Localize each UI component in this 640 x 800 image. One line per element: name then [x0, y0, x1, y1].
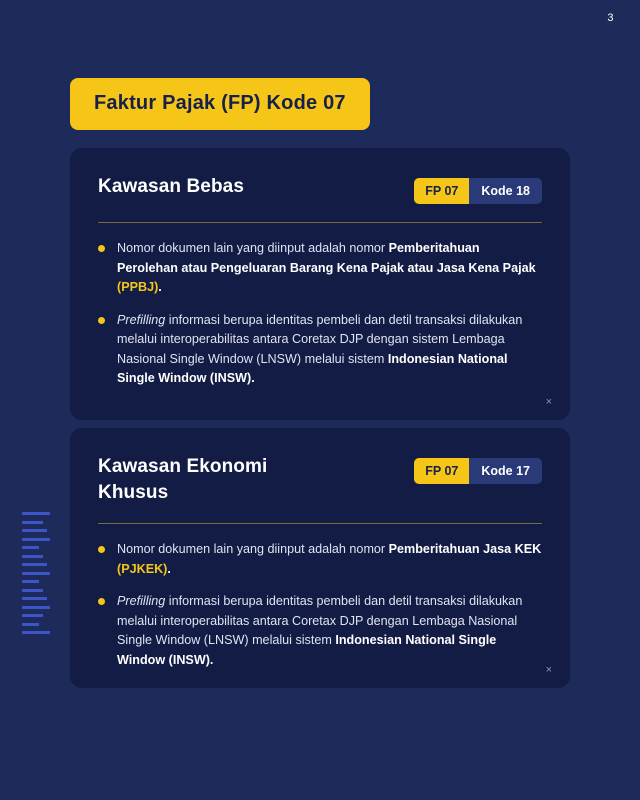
page-title-badge	[70, 78, 370, 130]
card-divider	[98, 523, 542, 524]
bullet-text-highlight: (PPBJ)	[117, 280, 159, 295]
card-bullet-list	[98, 540, 542, 670]
bullet-text-plain: informasi berupa identitas pembeli dan detil transaksi dilakukan melalui interoperabilitas antara Coretax DJP dengan Lembaga Nasional Single Window (LNSW) melalui sistem	[117, 594, 523, 648]
barcode-line	[22, 623, 39, 626]
card-header	[98, 174, 542, 204]
list-item-text	[117, 239, 542, 298]
tag-kode: Kode 18	[469, 178, 542, 204]
card-tag-group	[414, 178, 542, 204]
list-item-text	[117, 311, 542, 389]
barcode-decoration	[22, 512, 50, 634]
tag-fp-code: FP 07	[414, 178, 469, 204]
bullet-text-plain: Nomor dokumen lain yang diinput adalah nomor	[117, 241, 389, 255]
list-item-text	[117, 592, 542, 670]
barcode-line	[22, 572, 50, 575]
barcode-line	[22, 529, 47, 532]
info-card	[70, 428, 570, 688]
list-item	[98, 540, 542, 579]
barcode-line	[22, 555, 43, 558]
barcode-line	[22, 606, 50, 609]
close-icon[interactable]: ×	[545, 664, 552, 676]
barcode-line	[22, 614, 43, 617]
barcode-line	[22, 521, 43, 524]
list-item-text	[117, 540, 542, 579]
barcode-line	[22, 631, 50, 634]
page-number: 3	[607, 12, 614, 24]
tag-kode: Kode 17	[469, 458, 542, 484]
bullet-text-bold: Indonesian National Single Window (INSW).	[117, 351, 508, 386]
card-title: Kawasan Ekonomi Khusus	[98, 456, 268, 503]
page-title: Faktur Pajak (FP) Kode 07	[94, 92, 346, 114]
card-bullet-list	[98, 239, 542, 389]
list-item	[98, 239, 542, 298]
bullet-text-bold: Indonesian National Single Window (INSW).	[117, 633, 497, 667]
bullet-text-plain: Nomor dokumen lain yang diinput adalah nomor	[117, 542, 389, 557]
bullet-dot-icon	[98, 546, 105, 553]
bullet-text-bold: Pemberitahuan Jasa KEK	[388, 542, 542, 557]
barcode-line	[22, 546, 39, 549]
barcode-line	[22, 563, 47, 566]
card-tag-group	[414, 458, 542, 484]
barcode-line	[22, 597, 47, 600]
barcode-line	[22, 538, 50, 541]
card-title: Kawasan Bebas	[98, 176, 244, 197]
info-card	[70, 148, 570, 420]
bullet-dot-icon	[98, 598, 105, 605]
bullet-text-italic: Prefilling	[117, 594, 166, 609]
tag-fp-code: FP 07	[414, 458, 469, 484]
bullet-text-italic: Prefilling	[117, 312, 166, 327]
barcode-line	[22, 512, 50, 515]
list-item	[98, 311, 542, 389]
bullet-dot-icon	[98, 245, 105, 252]
barcode-line	[22, 580, 39, 583]
bullet-text-bold: Pemberitahuan Perolehan atau Pengeluaran Barang Kena Pajak atau Jasa Kena Pajak	[117, 241, 536, 275]
bullet-dot-icon	[98, 317, 105, 324]
list-item	[98, 592, 542, 670]
barcode-line	[22, 589, 43, 592]
close-icon[interactable]: ×	[545, 396, 552, 408]
bullet-text-tail: .	[158, 280, 162, 295]
card-divider	[98, 222, 542, 223]
bullet-text-plain: informasi berupa identitas pembeli dan detil transaksi dilakukan melalui interoperabilitas antara Coretax DJP dengan sistem Lembaga Nasional Single Window (LNSW) melalui sistem	[117, 312, 523, 366]
bullet-text-tail: .	[167, 561, 171, 576]
card-header	[98, 454, 542, 505]
bullet-text-highlight: (PJKEK)	[117, 561, 168, 576]
